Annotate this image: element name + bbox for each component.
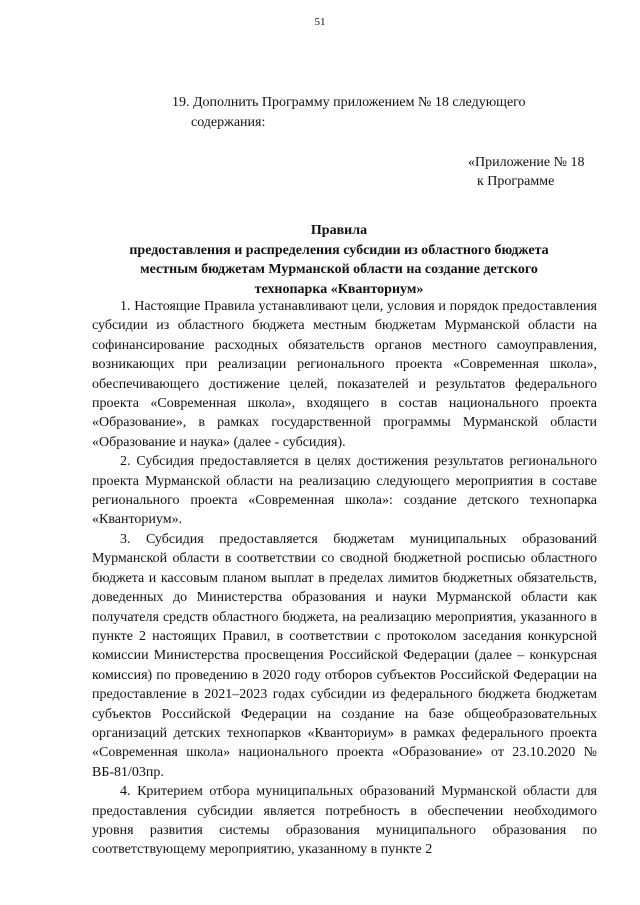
page-number: 51 [314, 16, 326, 28]
paragraph-3: 3. Субсидия предоставляется бюджетам муниципальных образований Мурманской области в соответствии со сводной бюджетной росписью областного бюджета и кассовым планом выплат в пределах лимитов бюджетных обязательств, доведенных до Министерства образования и науки Мурманской области как получателя средств областного бюджета, на реализацию мероприятия, указанного в пункте 2 настоящих Правил, в соответствии с протоколом заседания конкурсной комиссии Министерства просвещения Российской Федерации (далее – конкурсная комиссия) по проведению в 2020 году отборов субъектов Российской Федерации на предоставление в 2021–2023 годах субсидии из федерального бюджета бюджетам субъектов Российской Федерации на создание на базе общеобразовательных организаций детских технопарков «Кванториум» в рамках федерального проекта «Современная школа» национального проекта «Образование» от 23.10.2020 № ВБ-81/03пр. [92, 531, 597, 780]
title-line-1: Правила [310, 223, 368, 238]
appendix-line-1: «Приложение № 18 [468, 155, 585, 170]
title-line-3: местным бюджетам Мурманской области на создание детского [140, 262, 538, 277]
amendment-line-2: содержания: [191, 115, 266, 130]
paragraph-4: 4. Критерием отбора муниципальных образований Мурманской области для предоставления субсидии является потребность в обеспечении необходимого уровня развития системы образования муниципального образования по соответствующему мероприятию, указанному в пункте 2 [92, 784, 597, 858]
document-title [100, 221, 578, 299]
paragraph-1: 1. Настоящие Правила устанавливают цели, условия и порядок предоставления субсидии из областного бюджета местным бюджетам Мурманской области на софинансирование расходных обязательств органов местного самоуправления, возникающих при реализации регионального проекта «Современная школа», обеспечивающего достижение целей, показателей и результатов федерального проекта «Современная школа», входящего в состав национального проекта «Образование», в рамках государственной программы Мурманской области «Образование и наука» (далее - субсидия). [92, 299, 597, 450]
appendix-line-2: к Программе [477, 174, 555, 189]
title-line-4: технопарка «Кванториум» [254, 281, 424, 297]
amendment-line-1: 19. Дополнить Программу приложением № 18 следующего [172, 95, 526, 110]
paragraph-2: 2. Субсидия предоставляется в целях достижения результатов регионального проекта Мурманской области на реализацию следующего мероприятия в составе регионального проекта «Современная школа»: создание детского технопарка «Кванториум». [92, 454, 597, 528]
appendix-header [468, 153, 608, 191]
title-line-2: предоставления и распределения субсидии из областного бюджета [129, 242, 549, 258]
document-body [92, 297, 597, 860]
amendment-item-19 [172, 93, 596, 133]
